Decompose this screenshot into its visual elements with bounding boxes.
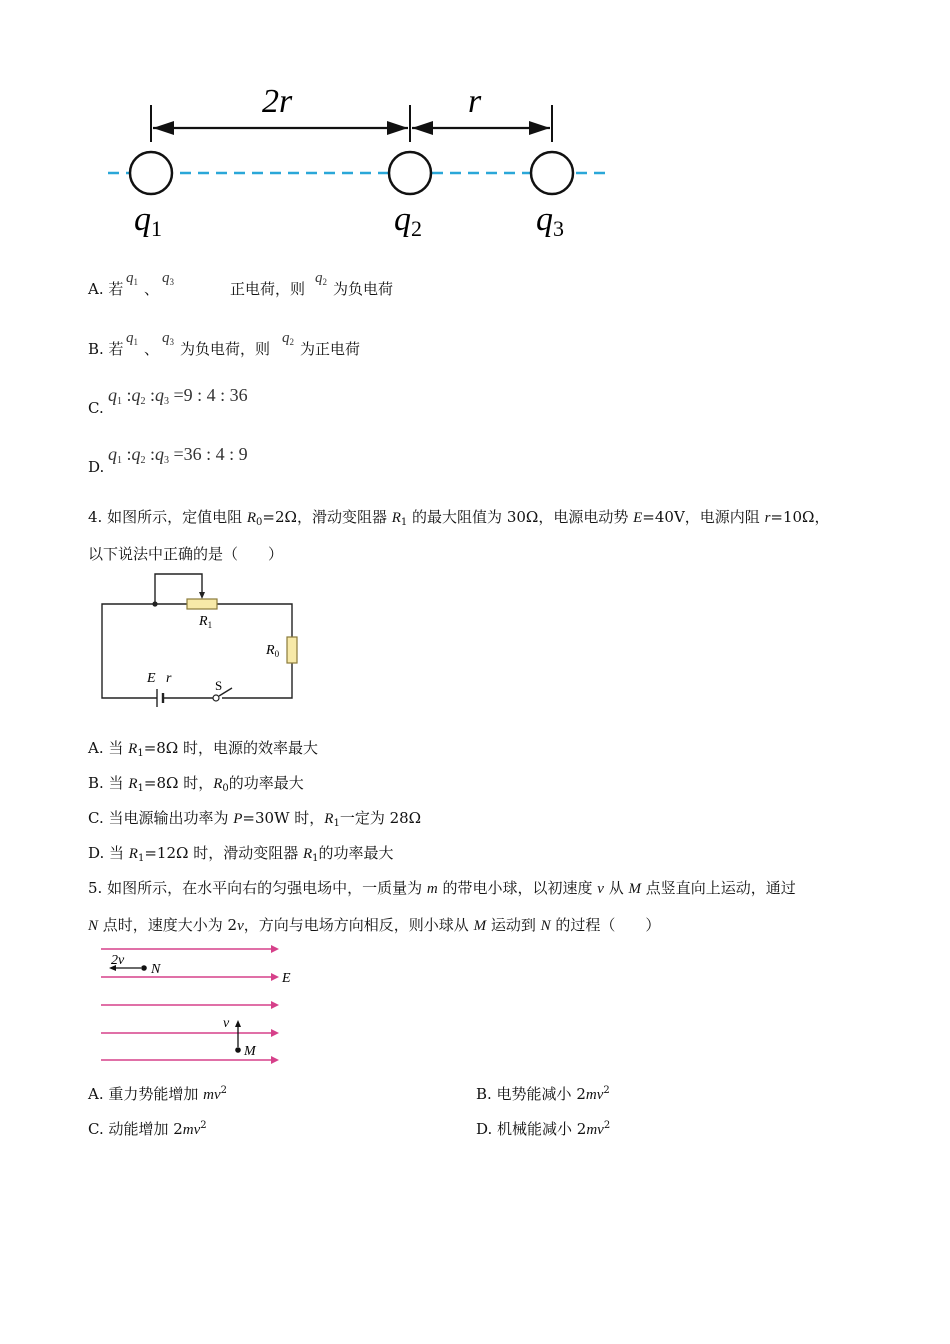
resistor-r1 bbox=[187, 599, 217, 609]
arrowhead-2r-right bbox=[387, 121, 408, 135]
electric-field-figure bbox=[95, 940, 310, 1070]
label-2r: 2r bbox=[262, 83, 293, 120]
label-R1: $R_1$ bbox=[199, 614, 213, 630]
charge-q3-circle bbox=[531, 152, 573, 194]
ratio-expression: $q_1$ $:q_2$ $:q_3 =36$ : 4 : 9 bbox=[108, 444, 248, 466]
q2-symbol: $q_2$ bbox=[282, 330, 294, 347]
slider-arrowhead bbox=[199, 592, 205, 599]
q1-symbol: $q_1$ bbox=[126, 330, 138, 347]
q4-option-c[interactable]: C. 当电源输出功率为 P=30W 时，$R_1$一定为 28Ω bbox=[88, 809, 422, 829]
q3-option-b[interactable] bbox=[88, 330, 508, 360]
q2-symbol: $q_2$ bbox=[315, 270, 327, 287]
q4-option-b[interactable]: B. 当 $R_1=8\Omega$ 时，$R_0$的功率最大 bbox=[88, 774, 304, 794]
label-q3: q3 bbox=[536, 201, 564, 241]
option-b-prefix: B. 若 bbox=[88, 340, 124, 358]
option-a-end: 为负电荷 bbox=[333, 280, 394, 298]
label-2v: 2v bbox=[111, 953, 125, 968]
q5-stem-line1: 5. 如图所示，在水平向右的匀强电场中，一质量为 m 的带电小球，以初速度 v 从 M 点竖直向上运动，通过 bbox=[88, 879, 796, 897]
switch-contact bbox=[213, 695, 219, 701]
field-arrowhead-2 bbox=[271, 973, 279, 981]
option-a-tail: 正电荷，则 bbox=[230, 280, 306, 298]
q3-option-c[interactable] bbox=[88, 385, 388, 417]
label-r: r bbox=[166, 671, 172, 686]
charge-q1-circle bbox=[130, 152, 172, 194]
q4-stem-line1: 4. 如图所示，定值电阻 $R_0=2\Omega$，滑动变阻器 $R_1$ 的最大阻值为 30Ω，电源电动势 E=40V，电源内阻 r=10Ω， bbox=[88, 508, 830, 528]
field-arrowhead-3 bbox=[271, 1001, 279, 1009]
charges-figure bbox=[100, 80, 620, 250]
wire-top-right bbox=[217, 604, 292, 637]
option-a-prefix: A. 若 bbox=[88, 280, 124, 298]
charge-q2-circle bbox=[389, 152, 431, 194]
q3-option-d[interactable] bbox=[88, 444, 388, 476]
q4-option-d[interactable]: D. 当 $R_1=12\Omega$ 时，滑动变阻器 $R_1$的功率最大 bbox=[88, 844, 394, 864]
q5-option-c[interactable]: C. 动能增加 $2mv^2$ bbox=[88, 1120, 207, 1138]
label-q2: q2 bbox=[394, 201, 422, 241]
q5-option-d[interactable]: D. 机械能减小 $2mv^2$ bbox=[476, 1120, 611, 1138]
label-r: r bbox=[468, 83, 482, 120]
field-arrowhead-4 bbox=[271, 1029, 279, 1037]
velocity-v-arrowhead bbox=[235, 1020, 241, 1027]
option-b-end: 为正电荷 bbox=[300, 340, 361, 358]
wire-right bbox=[222, 663, 292, 698]
label-E: E bbox=[147, 671, 156, 686]
point-N bbox=[141, 965, 147, 971]
point-M bbox=[235, 1047, 241, 1053]
q4-stem-line2: 以下说法中正确的是（ ） bbox=[88, 545, 284, 563]
label-v: v bbox=[223, 1016, 230, 1031]
label-M: M bbox=[244, 1044, 256, 1059]
resistor-r0 bbox=[287, 637, 297, 663]
junction-dot bbox=[152, 601, 157, 606]
label-S: S bbox=[215, 678, 223, 693]
separator: 、 bbox=[144, 280, 160, 298]
q5-stem-line2: N 点时，速度大小为 2v，方向与电场方向相反，则小球从 M 运动到 N 的过程（ ） bbox=[88, 916, 661, 934]
option-d-prefix: D. bbox=[88, 458, 105, 476]
circuit-diagram bbox=[95, 565, 310, 710]
label-q1: q1 bbox=[134, 201, 162, 241]
q3-option-a[interactable] bbox=[88, 270, 508, 300]
q1-symbol: $q_1$ bbox=[126, 270, 138, 287]
q4-option-a[interactable]: A. 当 $R_1=8\Omega$ 时，电源的效率最大 bbox=[88, 739, 319, 759]
field-arrowhead-1 bbox=[271, 945, 279, 953]
q5-option-a[interactable]: A. 重力势能增加 $mv^2$ bbox=[88, 1085, 228, 1103]
label-E: E bbox=[282, 971, 291, 986]
q3-symbol: $q_3$ bbox=[162, 270, 174, 287]
arrowhead-r-left bbox=[412, 121, 433, 135]
label-R0: $R_0$ bbox=[266, 643, 280, 659]
option-b-tail: 为负电荷，则 bbox=[180, 340, 271, 358]
ratio-expression: $q_1$ $:q_2$ $:q_3 =9$ : 4 : 36 bbox=[108, 385, 248, 407]
q3-symbol: $q_3$ bbox=[162, 330, 174, 347]
field-arrowhead-5 bbox=[271, 1056, 279, 1064]
option-c-prefix: C. bbox=[88, 399, 104, 417]
arrowhead-r-right bbox=[529, 121, 550, 135]
q5-option-b[interactable]: B. 电势能减小 $2mv^2$ bbox=[476, 1085, 610, 1103]
separator: 、 bbox=[144, 340, 160, 358]
label-N: N bbox=[151, 962, 161, 977]
arrowhead-2r-left bbox=[153, 121, 174, 135]
